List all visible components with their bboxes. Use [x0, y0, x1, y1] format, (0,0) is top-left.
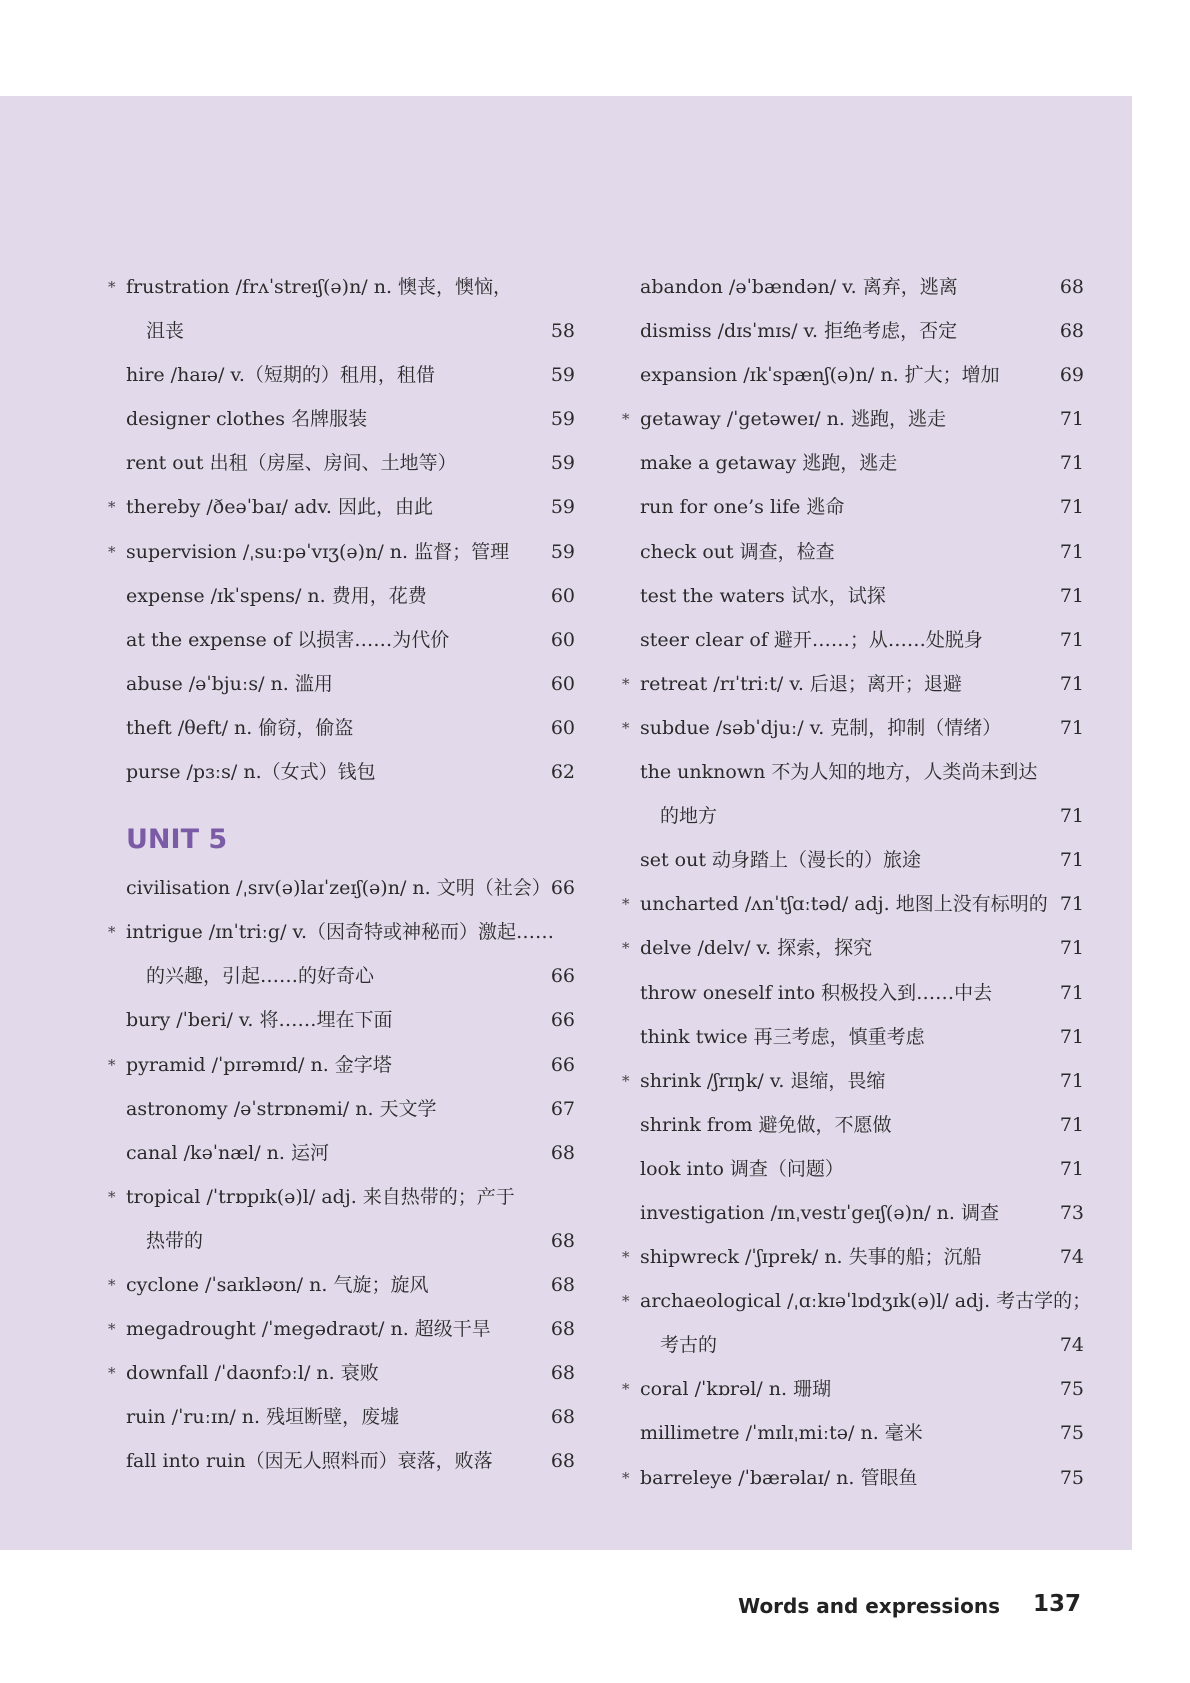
page-number: 62 [550, 761, 575, 784]
page-number: 60 [550, 716, 575, 739]
page-number: 60 [550, 628, 575, 651]
entry-continuation: 考古的 [660, 1334, 718, 1357]
key-word-star-icon: * [622, 1292, 630, 1311]
key-word-star-icon: * [108, 1055, 116, 1074]
entry-text: make a getaway 逃跑，逃走 [640, 452, 898, 475]
entry-row [108, 1087, 575, 1131]
entry-row [622, 1103, 1084, 1147]
page-number: 71 [1059, 1069, 1084, 1092]
key-word-star-icon: * [622, 1248, 630, 1267]
entry-continuation: 的地方 [660, 805, 718, 828]
page-number: 66 [550, 877, 575, 900]
entry-text: investigation /ɪnˌvestɪˈgeɪʃ(ə)n/ n. 调查 [640, 1201, 999, 1224]
page-number: 75 [1059, 1466, 1084, 1489]
entry-text: dismiss /dɪsˈmɪs/ v. 拒绝考虑，否定 [640, 320, 958, 343]
entry-row [108, 866, 575, 910]
entry-text: rent out 出租（房屋、房间、土地等） [126, 452, 457, 475]
entry-row [622, 309, 1084, 353]
entry-text: canal /kəˈnæl/ n. 运河 [126, 1141, 329, 1164]
entry-row [622, 1147, 1084, 1191]
entry-row [622, 353, 1084, 397]
key-word-star-icon: * [622, 1071, 630, 1090]
page-number: 71 [1059, 893, 1084, 916]
page-number: 71 [1059, 805, 1084, 828]
page-number: 71 [1059, 408, 1084, 431]
key-word-star-icon: * [108, 1320, 116, 1339]
entry-row [108, 530, 575, 574]
page-number: 71 [1059, 672, 1084, 695]
page-number: 59 [550, 496, 575, 519]
entry-row [622, 794, 1084, 838]
page-number: 71 [1059, 716, 1084, 739]
entry-text: megadrought /ˈmegədraʊt/ n. 超级干旱 [126, 1318, 491, 1341]
page-number: 71 [1059, 1113, 1084, 1136]
entry-text: barreleye /ˈbærəlaɪ/ n. 管眼鱼 [640, 1466, 918, 1489]
page-number: 68 [550, 1318, 575, 1341]
entry-row [622, 706, 1084, 750]
page-number: 58 [550, 320, 575, 343]
entry-text: uncharted /ʌnˈtʃɑːtəd/ adj. 地图上没有标明的 [640, 893, 1048, 916]
entry-text: intrigue /ɪnˈtriːg/ v.（因奇特或神秘而）激起…… [126, 921, 555, 944]
entry-text: shipwreck /ˈʃɪprek/ n. 失事的船；沉船 [640, 1246, 982, 1269]
key-word-star-icon: * [622, 895, 630, 914]
entry-text: at the expense of 以损害……为代价 [126, 628, 450, 651]
page-number: 71 [1059, 937, 1084, 960]
entry-row [108, 1043, 575, 1087]
page-number: 71 [1059, 584, 1084, 607]
page-number: 71 [1059, 1025, 1084, 1048]
entry-row [622, 1015, 1084, 1059]
key-word-star-icon: * [108, 278, 116, 296]
entry-continuation: 的兴趣，引起……的好奇心 [146, 965, 375, 988]
entry-text: purse /pɜːs/ n.（女式）钱包 [126, 761, 376, 784]
entry-text: subdue /səbˈdjuː/ v. 克制，抑制（情绪） [640, 716, 1002, 739]
page-number: 68 [550, 1273, 575, 1296]
page-number: 71 [1059, 981, 1084, 1004]
entry-row [108, 353, 575, 397]
entry-text: millimetre /ˈmɪlɪˌmiːtə/ n. 毫米 [640, 1422, 923, 1445]
page-number: 71 [1059, 540, 1084, 563]
entry-text: civilisation /ˌsɪv(ə)laɪˈzeɪʃ(ə)n/ n. 文明（社会） [126, 877, 551, 900]
unit-heading: UNIT 5 [126, 824, 228, 856]
key-word-star-icon: * [108, 1187, 116, 1206]
entry-row [622, 971, 1084, 1015]
entry-row [622, 1059, 1084, 1103]
entry-text: tropical /ˈtrɒpɪk(ə)l/ adj. 来自热带的；产于 [126, 1185, 515, 1208]
page-number: 66 [550, 1053, 575, 1076]
entry-row [108, 618, 575, 662]
entry-text: theft /θeft/ n. 偷窃，偷盗 [126, 716, 354, 739]
entry-row [108, 750, 575, 794]
page-number: 68 [550, 1450, 575, 1473]
entry-continuation: 热带的 [146, 1229, 204, 1252]
entry-row [622, 926, 1084, 970]
page-number: 66 [550, 965, 575, 988]
page-number: 68 [550, 1406, 575, 1429]
entry-row [622, 265, 1084, 309]
entry-text: look into 调查（问题） [640, 1157, 844, 1180]
entry-row [622, 441, 1084, 485]
left-entry-list [108, 265, 575, 794]
entry-row [108, 1175, 575, 1219]
entry-continuation: 沮丧 [146, 320, 185, 343]
entry-row [622, 1323, 1084, 1367]
key-word-star-icon: * [108, 1364, 116, 1383]
entry-row [108, 441, 575, 485]
entry-row [622, 1235, 1084, 1279]
footer-page-number: 137 [1032, 1591, 1081, 1617]
entry-row [622, 838, 1084, 882]
entry-text: astronomy /əˈstrɒnəmi/ n. 天文学 [126, 1097, 437, 1120]
entry-row [108, 397, 575, 441]
key-word-star-icon: * [108, 1275, 116, 1294]
key-word-star-icon: * [622, 410, 630, 429]
page-number: 59 [550, 452, 575, 475]
key-word-star-icon: * [108, 542, 116, 561]
entry-text: fall into ruin（因无人照料而）衰落，败落 [126, 1450, 493, 1473]
entry-text: run for one’s life 逃命 [640, 496, 845, 519]
page-number: 75 [1059, 1378, 1084, 1401]
right-entry-list [622, 265, 1092, 1500]
entry-text: pyramid /ˈpɪrəmɪd/ n. 金字塔 [126, 1053, 392, 1076]
page-number: 71 [1059, 496, 1084, 519]
page-number: 59 [550, 364, 575, 387]
page-number: 67 [550, 1097, 575, 1120]
glossary-panel [0, 96, 1132, 1550]
page-number: 74 [1059, 1246, 1084, 1269]
entry-row [622, 485, 1084, 529]
unit-heading-row [108, 816, 575, 866]
entry-row [622, 574, 1084, 618]
entry-text: think twice 再三考虑，慎重考虑 [640, 1025, 925, 1048]
entry-text: expense /ɪkˈspens/ n. 费用，花费 [126, 584, 427, 607]
entry-row [622, 882, 1084, 926]
entry-text: abandon /əˈbændən/ v. 离弃，逃离 [640, 276, 958, 298]
key-word-star-icon: * [622, 674, 630, 693]
page-number: 71 [1059, 628, 1084, 651]
page-number: 68 [550, 1362, 575, 1385]
entry-row [108, 910, 575, 954]
entry-text: frustration /frʌˈstreɪʃ(ə)n/ n. 懊丧，懊恼， [126, 276, 513, 298]
key-word-star-icon: * [108, 498, 116, 517]
entry-text: thereby /ðeəˈbaɪ/ adv. 因此，由此 [126, 496, 433, 519]
entry-row [108, 1395, 575, 1439]
entry-row [622, 1279, 1092, 1323]
entry-row [108, 954, 575, 998]
left-column [108, 265, 575, 1483]
page-number: 68 [550, 1229, 575, 1252]
page-number: 71 [1059, 1157, 1084, 1180]
entry-row [622, 1456, 1084, 1500]
entry-text: delve /delv/ v. 探索，探究 [640, 937, 873, 960]
entry-row [622, 1367, 1084, 1411]
key-word-star-icon: * [622, 1468, 630, 1487]
entry-row [108, 1263, 575, 1307]
entry-row [108, 265, 575, 309]
entry-text: retreat /rɪˈtriːt/ v. 后退；离开；退避 [640, 672, 962, 695]
entry-text: coral /ˈkɒrəl/ n. 珊瑚 [640, 1378, 832, 1401]
entry-text: the unknown 不为人知的地方，人类尚未到达 [640, 761, 1038, 784]
key-word-star-icon: * [622, 939, 630, 958]
entry-text: designer clothes 名牌服装 [126, 408, 368, 431]
entry-row [108, 1351, 575, 1395]
entry-row [108, 706, 575, 750]
entry-row [108, 574, 575, 618]
entry-row [622, 397, 1084, 441]
page-number: 68 [1059, 320, 1084, 343]
entry-text: abuse /əˈbjuːs/ n. 滥用 [126, 672, 333, 695]
entry-row [108, 1439, 575, 1483]
page-number: 68 [1059, 276, 1084, 298]
key-word-star-icon: * [108, 923, 116, 942]
entry-row [108, 309, 575, 353]
entry-text: throw oneself into 积极投入到……中去 [640, 981, 993, 1004]
entry-row [622, 662, 1084, 706]
entry-row [622, 618, 1084, 662]
entry-row [622, 750, 1084, 794]
entry-text: test the waters 试水，试探 [640, 584, 886, 607]
entry-text: hire /haɪə/ v.（短期的）租用，租借 [126, 364, 435, 387]
entry-text: archaeological /ˌɑːkɪəˈlɒdʒɪk(ə)l/ adj. 考古学的； [640, 1290, 1092, 1313]
page-number: 71 [1059, 849, 1084, 872]
page-number: 73 [1059, 1201, 1084, 1224]
entry-text: check out 调查，检查 [640, 540, 835, 563]
unit5-entry-list [108, 866, 575, 1483]
page-number: 69 [1059, 364, 1084, 387]
entry-text: getaway /ˈgetəweɪ/ n. 逃跑，逃走 [640, 408, 946, 431]
entry-row [108, 662, 575, 706]
entry-text: shrink /ʃrɪŋk/ v. 退缩，畏缩 [640, 1069, 886, 1092]
entry-text: set out 动身踏上（漫长的）旅途 [640, 849, 922, 872]
entry-row [108, 1307, 575, 1351]
entry-row [108, 1131, 575, 1175]
entry-text: cyclone /ˈsaɪkləʊn/ n. 气旋；旋风 [126, 1273, 429, 1296]
page-number: 59 [550, 540, 575, 563]
entry-row [622, 1191, 1084, 1235]
key-word-star-icon: * [622, 718, 630, 737]
page-number: 66 [550, 1009, 575, 1032]
footer-title: Words and expressions [738, 1594, 1000, 1618]
page-number: 74 [1059, 1334, 1084, 1357]
entry-text: shrink from 避免做，不愿做 [640, 1113, 892, 1136]
entry-row [108, 485, 575, 529]
entry-text: ruin /ˈruːɪn/ n. 残垣断壁，废墟 [126, 1406, 400, 1429]
entry-row [108, 1219, 575, 1263]
page-number: 75 [1059, 1422, 1084, 1445]
entry-text: supervision /ˌsuːpəˈvɪʒ(ə)n/ n. 监督；管理 [126, 540, 510, 563]
page-number: 60 [550, 584, 575, 607]
entry-row [622, 1411, 1084, 1455]
entry-text: steer clear of 避开……；从……处脱身 [640, 628, 983, 651]
entry-text: bury /ˈberi/ v. 将……埋在下面 [126, 1009, 393, 1032]
page-number: 71 [1059, 452, 1084, 475]
entry-row [622, 530, 1084, 574]
page-number: 59 [550, 408, 575, 431]
page-number: 68 [550, 1141, 575, 1164]
key-word-star-icon: * [622, 1380, 630, 1399]
right-column [622, 265, 1092, 1500]
entry-row [108, 998, 575, 1042]
entry-text: downfall /ˈdaʊnfɔːl/ n. 衰败 [126, 1362, 379, 1385]
entry-text: expansion /ɪkˈspænʃ(ə)n/ n. 扩大；增加 [640, 364, 1000, 387]
page-number: 60 [550, 672, 575, 695]
